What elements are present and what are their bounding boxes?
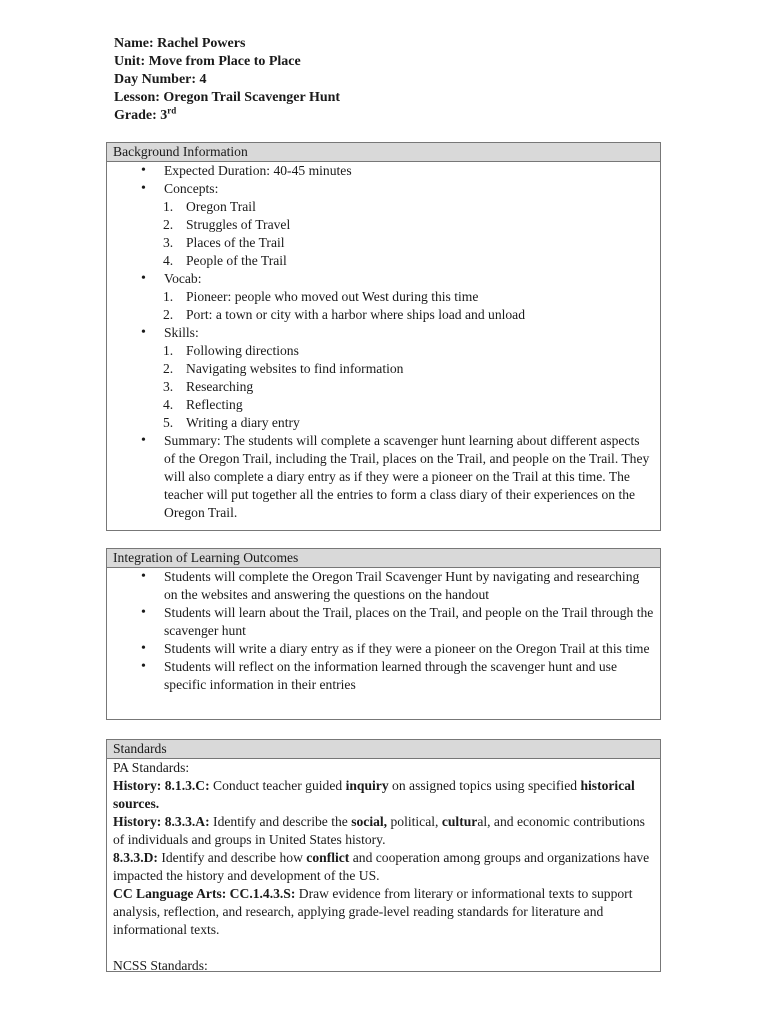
skills-item	[113, 324, 654, 432]
concept-item: 3. Places of the Trail	[163, 235, 285, 250]
vocab-item	[113, 270, 654, 324]
outcome-item: • Students will write a diary entry as if they were a pioneer on the Oregon Trail at this time	[113, 640, 654, 658]
outcomes-section	[106, 548, 661, 720]
outcome-item: • Students will learn about the Trail, places on the Trail, and people on the Trail through the scavenger hunt	[113, 604, 654, 640]
skill-item: 3. Researching	[163, 379, 254, 394]
outcomes-title: Integration of Learning Outcomes	[107, 549, 660, 568]
concept-item: 4. People of the Trail	[163, 253, 287, 268]
background-title: Background Information	[107, 143, 660, 162]
grade-suffix: rd	[167, 105, 177, 116]
skills-label: Skills:	[164, 325, 199, 340]
lesson-title: Lesson: Oregon Trail Scavenger Hunt	[114, 90, 341, 105]
skill-item: 1. Following directions	[163, 343, 299, 358]
pa-standards-label: PA Standards:	[113, 760, 190, 775]
grade-level: Grade: 3rd	[114, 105, 177, 123]
outcome-item: • Students will complete the Oregon Trail Scavenger Hunt by navigating and researching on the websites and answering the questions on the handout	[113, 568, 654, 604]
skill-item: 5. Writing a diary entry	[163, 415, 300, 430]
standards-section	[106, 739, 661, 972]
skill-item: 2. Navigating websites to find information	[163, 361, 404, 376]
concepts-label: Concepts:	[164, 181, 219, 196]
vocab-term: 2. Port: a town or city with a harbor where ships load and unload	[163, 307, 526, 322]
unit-title: Unit: Move from Place to Place	[114, 54, 301, 69]
teacher-name: Name: Rachel Powers	[114, 36, 246, 51]
outcome-item: • Students will reflect on the information learned through the scavenger hunt and use specific information in their entries	[113, 658, 654, 694]
concepts-item	[113, 180, 654, 270]
vocab-term: 1. Pioneer: people who moved out West during this time	[163, 289, 479, 304]
standard-history-833a: History: 8.3.3.A: Identify and describe the social, political, cultural, and economic contributions of individuals and groups in United States history.	[113, 814, 645, 847]
background-section	[106, 142, 661, 531]
skill-item: 4. Reflecting	[163, 397, 243, 412]
vocab-label: Vocab:	[164, 271, 202, 286]
duration-item: • Expected Duration: 40-45 minutes	[113, 162, 654, 180]
lesson-header	[114, 35, 340, 125]
standard-cc-language-arts: CC Language Arts: CC.1.4.3.S: Draw evidence from literary or informational texts to support analysis, reflection, and research, applying grade-level reading standards for literature and informational texts.	[113, 886, 633, 937]
ncss-standards-label: NCSS Standards:	[113, 958, 208, 973]
summary-item: • Summary: The students will complete a scavenger hunt learning about different aspects of the Oregon Trail, including the Trail, places on the Trail, and people on the Trail. They will also complete a diary entry as if they were a pioneer on the Trail at this time. The teacher will put together all the entries to form a class diary of their experiences on the Oregon Trail.	[113, 432, 654, 522]
blank-line	[113, 939, 654, 957]
concept-item: 1. Oregon Trail	[163, 199, 256, 214]
day-number: Day Number: 4	[114, 72, 207, 87]
standard-833d: 8.3.3.D: Identify and describe how conflict and cooperation among groups and organizations have impacted the history and development of the US.	[113, 850, 650, 883]
concept-item: 2. Struggles of Travel	[163, 217, 291, 232]
standards-title: Standards	[107, 740, 660, 759]
standard-history-813c: History: 8.1.3.C: Conduct teacher guided inquiry on assigned topics using specified historical sources.	[113, 778, 635, 811]
